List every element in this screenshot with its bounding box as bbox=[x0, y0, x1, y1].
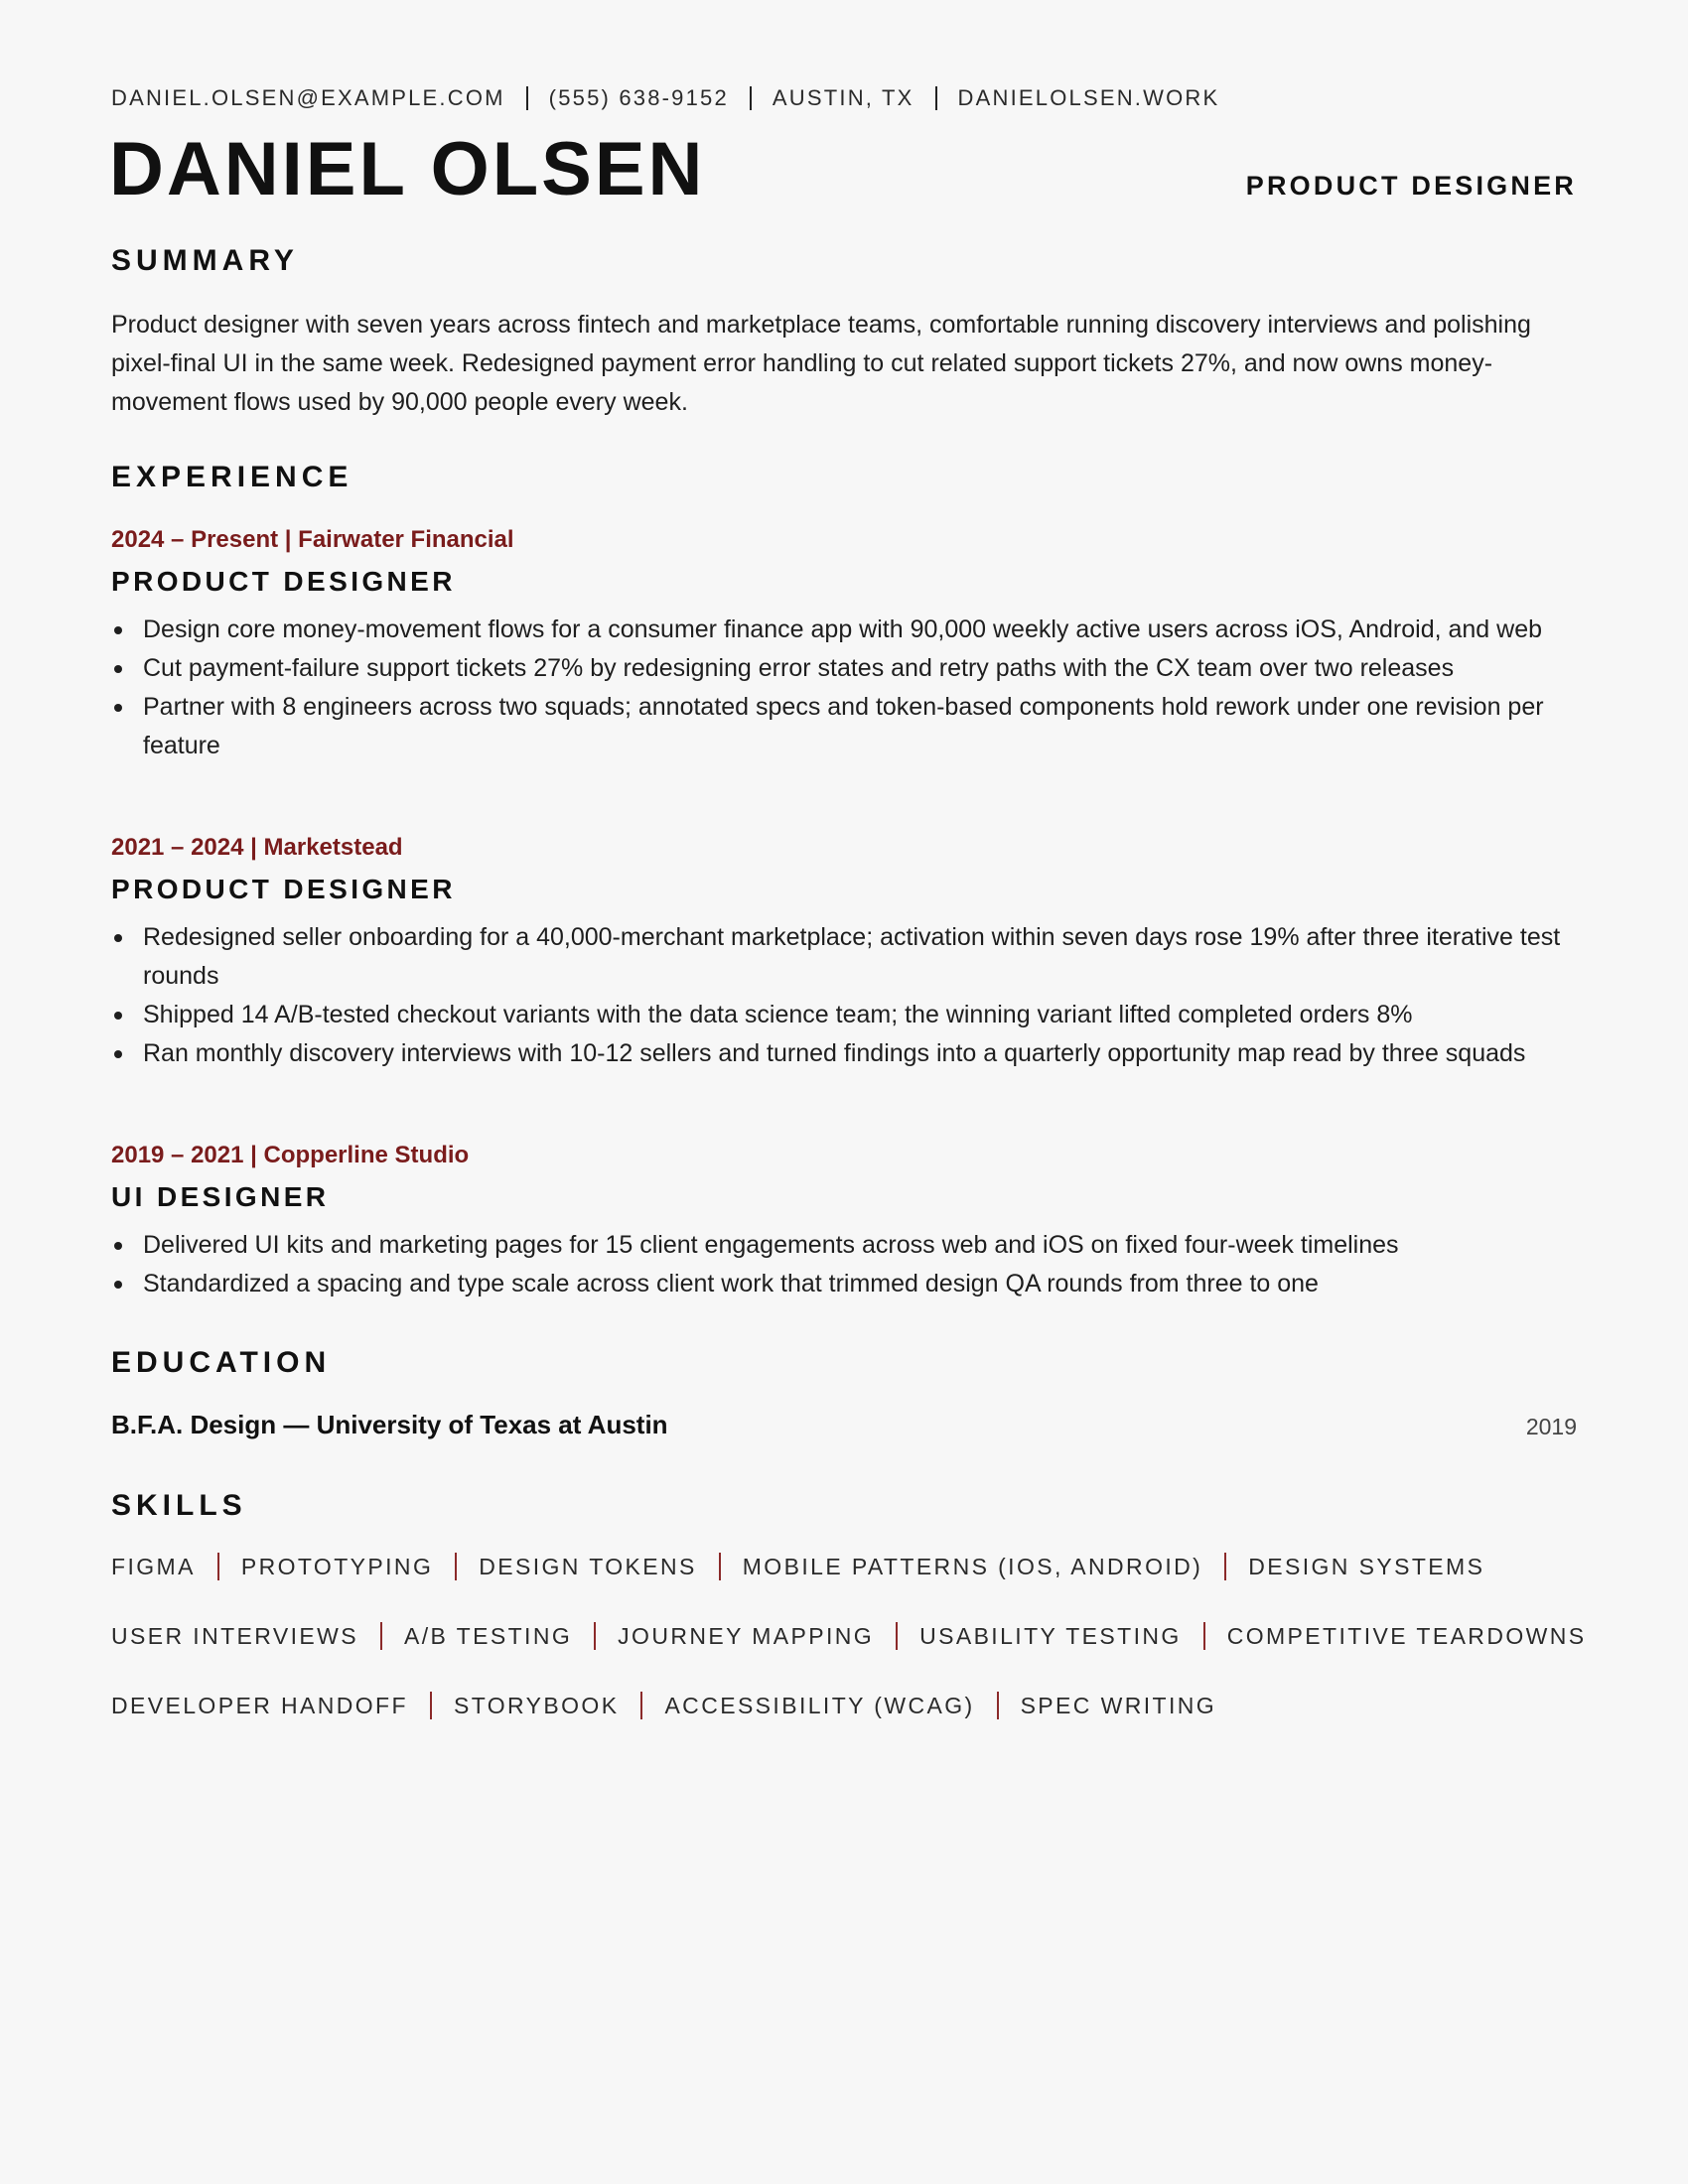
skill-separator bbox=[594, 1622, 596, 1650]
summary-heading: SUMMARY bbox=[111, 244, 299, 277]
job-bullets bbox=[111, 611, 1577, 765]
skill-separator bbox=[997, 1692, 999, 1719]
skill-tag: USABILITY TESTING bbox=[919, 1622, 1182, 1649]
job-title: PRODUCT DESIGNER bbox=[111, 874, 456, 904]
education-heading: EDUCATION bbox=[111, 1346, 332, 1379]
skill-tag: FIGMA bbox=[111, 1553, 196, 1579]
list-item: Standardized a spacing and type scale across client work that trimmed design QA rounds from three to one bbox=[111, 1265, 1577, 1303]
skill-separator bbox=[1203, 1622, 1205, 1650]
skills-row bbox=[111, 1622, 1586, 1650]
skill-tag: SPEC WRITING bbox=[1020, 1692, 1217, 1718]
education-year: 2019 bbox=[1525, 1414, 1577, 1439]
skill-separator bbox=[430, 1692, 432, 1719]
summary-text: Product designer with seven years across fintech and marketplace teams, comfortable running discovery interviews and polishing pixel-final UI in the same week. Redesigned payment error handling to cut related support tickets 27%, and now owns money-movement flows used by 90,000 people every week. bbox=[111, 311, 1531, 416]
skill-separator bbox=[1224, 1553, 1226, 1580]
skill-tag: DESIGN SYSTEMS bbox=[1248, 1553, 1485, 1579]
skill-tag: A/B TESTING bbox=[404, 1622, 573, 1649]
skill-tag: DEVELOPER HANDOFF bbox=[111, 1692, 408, 1718]
skills-row bbox=[111, 1692, 1216, 1719]
skill-tag: MOBILE PATTERNS (IOS, ANDROID) bbox=[742, 1553, 1203, 1579]
job-title: PRODUCT DESIGNER bbox=[111, 566, 456, 597]
skill-separator bbox=[217, 1553, 219, 1580]
skill-separator bbox=[640, 1692, 642, 1719]
skill-tag: STORYBOOK bbox=[453, 1692, 620, 1718]
list-item: Cut payment-failure support tickets 27% by redesigning error states and retry paths with the CX team over two releases bbox=[111, 649, 1577, 688]
skills-heading: SKILLS bbox=[111, 1489, 247, 1522]
skill-tag: USER INTERVIEWS bbox=[111, 1622, 358, 1649]
list-item: Shipped 14 A/B-tested checkout variants with the data science team; the winning variant lifted completed orders 8% bbox=[111, 996, 1577, 1034]
skill-tag: ACCESSIBILITY (WCAG) bbox=[664, 1692, 975, 1718]
skill-tag: PROTOTYPING bbox=[240, 1553, 434, 1579]
skill-tag: JOURNEY MAPPING bbox=[618, 1622, 875, 1649]
contact-line bbox=[111, 85, 1219, 111]
contact-phone[interactable]: (555) 638-9152 bbox=[548, 85, 729, 110]
contact-separator bbox=[526, 86, 528, 110]
job-meta: 2021 – 2024 | Marketstead bbox=[111, 834, 403, 861]
list-item: Design core money-movement flows for a consumer finance app with 90,000 weekly active users across iOS, Android, and web bbox=[111, 611, 1577, 649]
list-item: Delivered UI kits and marketing pages for 15 client engagements across web and iOS on fixed four-week timelines bbox=[111, 1226, 1577, 1265]
candidate-name: DANIEL OLSEN bbox=[109, 127, 706, 211]
candidate-headline: PRODUCT DESIGNER bbox=[1245, 171, 1577, 201]
list-item: Ran monthly discovery interviews with 10-12 sellers and turned findings into a quarterly opportunity map read by three squads bbox=[111, 1034, 1577, 1073]
contact-email[interactable]: DANIEL.OLSEN@EXAMPLE.COM bbox=[111, 85, 505, 110]
skill-tag: COMPETITIVE TEARDOWNS bbox=[1226, 1622, 1587, 1649]
list-item: Partner with 8 engineers across two squads; annotated specs and token-based components hold rework under one revision per feature bbox=[111, 688, 1577, 765]
skill-tag: DESIGN TOKENS bbox=[479, 1553, 697, 1579]
job-meta: 2019 – 2021 | Copperline Studio bbox=[111, 1142, 470, 1168]
job-meta: 2024 – Present | Fairwater Financial bbox=[111, 526, 514, 553]
skill-separator bbox=[380, 1622, 382, 1650]
job-title: UI DESIGNER bbox=[111, 1181, 330, 1212]
contact-location: AUSTIN, TX bbox=[772, 85, 914, 110]
job-bullets bbox=[111, 918, 1577, 1073]
contact-separator bbox=[750, 86, 752, 110]
contact-separator bbox=[935, 86, 937, 110]
skills-row bbox=[111, 1553, 1484, 1580]
skill-separator bbox=[455, 1553, 457, 1580]
education-degree: B.F.A. Design — University of Texas at Austin bbox=[111, 1410, 668, 1439]
list-item: Redesigned seller onboarding for a 40,000-merchant marketplace; activation within seven days rose 19% after three iterative test rounds bbox=[111, 918, 1577, 996]
skill-separator bbox=[719, 1553, 721, 1580]
contact-website[interactable]: DANIELOLSEN.WORK bbox=[957, 85, 1220, 110]
experience-heading: EXPERIENCE bbox=[111, 461, 353, 493]
skill-separator bbox=[896, 1622, 898, 1650]
job-bullets bbox=[111, 1226, 1577, 1303]
